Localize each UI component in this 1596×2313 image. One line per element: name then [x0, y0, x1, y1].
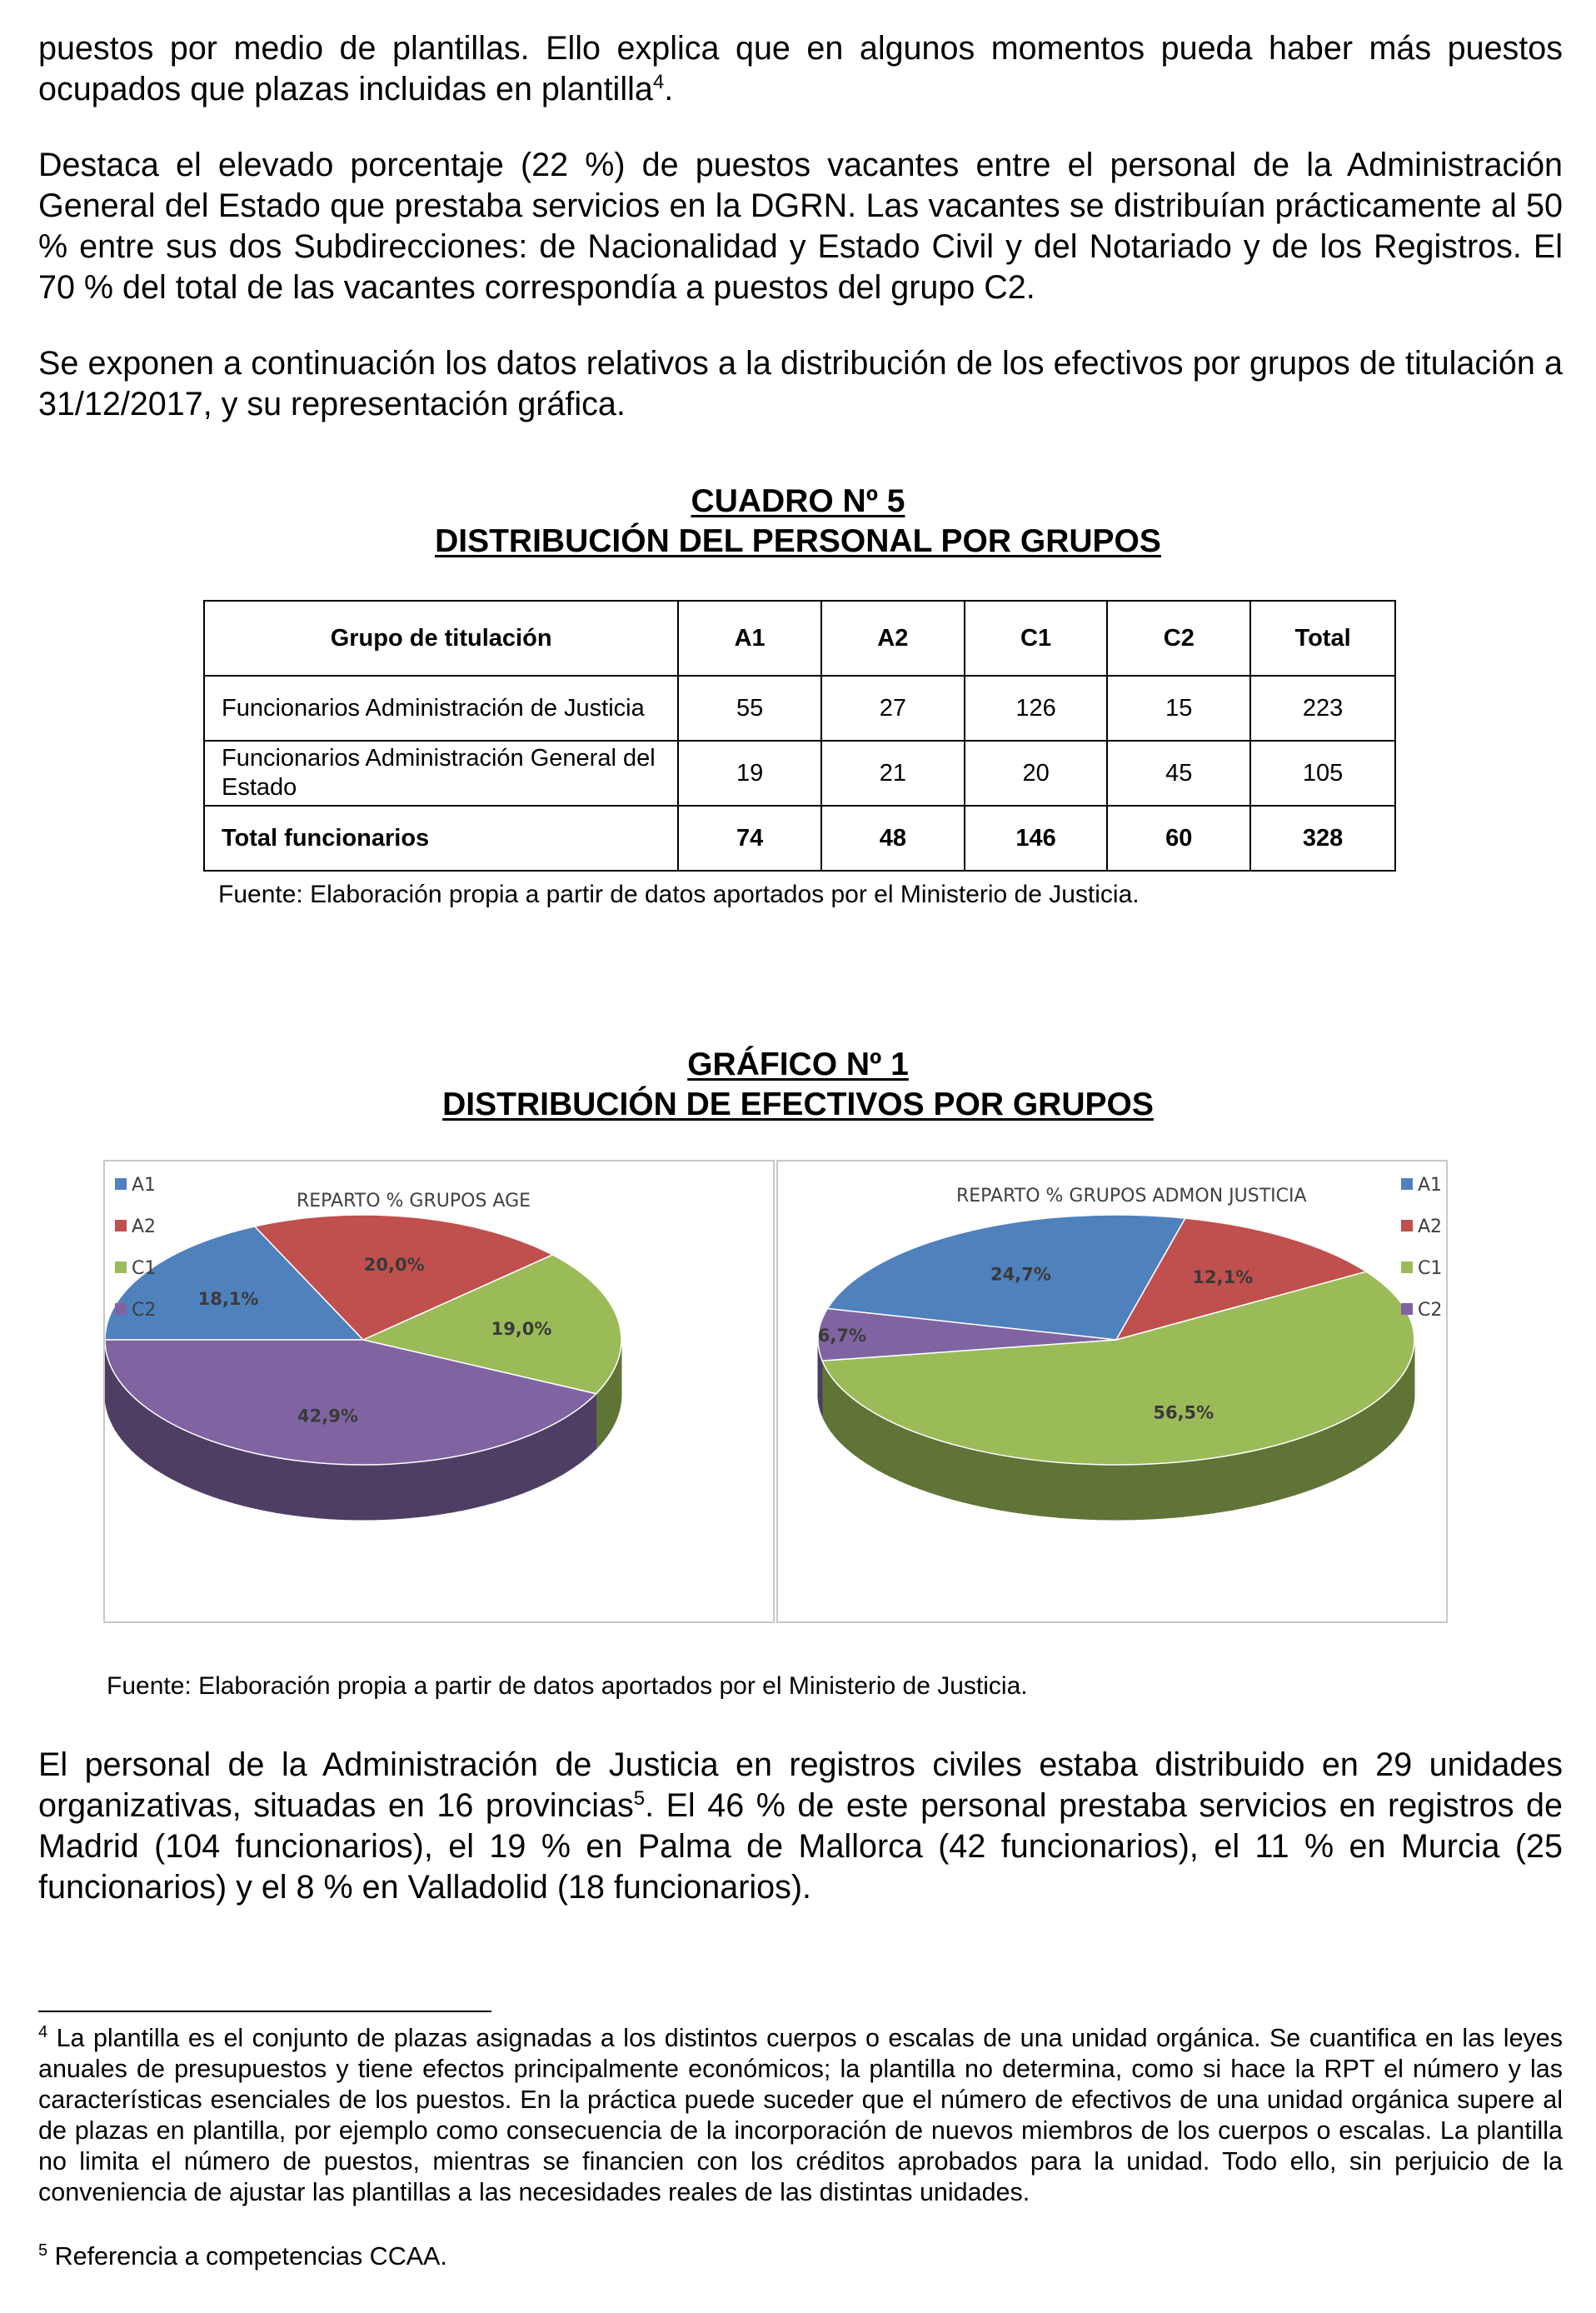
- pie-slice-side: [1028, 1459, 1039, 1516]
- pie-slice-side: [444, 1457, 453, 1514]
- pie-slice-side: [364, 1465, 374, 1520]
- pie-slice-side: [1304, 1434, 1313, 1492]
- pie-slice-side: [461, 1454, 470, 1511]
- pie-chart-age: [103, 1160, 775, 1623]
- pie-slice-side: [337, 1464, 347, 1519]
- pie-slice-side: [1131, 1464, 1143, 1519]
- pie-slice-side: [185, 1430, 192, 1488]
- pie-slice-side: [409, 1461, 419, 1517]
- table-cell: 45: [1107, 741, 1250, 806]
- paragraph-3: Se exponen a continuación los datos relativos a la distribución de los efectivos por grupos de titulación a 31/12/2017, y su representación gráfica.: [38, 345, 1563, 422]
- chart-source: Fuente: Elaboración propia a partir de datos aportados por el Ministerio de Justicia.: [107, 1672, 1028, 1700]
- pie-slice-side: [1152, 1463, 1164, 1519]
- pie-slice-side: [523, 1435, 531, 1493]
- pie-slice-side: [1120, 1465, 1132, 1520]
- pie-slice-side: [220, 1444, 228, 1501]
- pie-slice-side: [1162, 1462, 1174, 1518]
- pie-slice-side: [205, 1439, 213, 1496]
- pie-data-label: 12,1%: [1192, 1266, 1254, 1287]
- pie-slice-side: [243, 1451, 252, 1508]
- pie-slice-side: [276, 1457, 285, 1514]
- pie-slice-side: [1090, 1464, 1101, 1519]
- chart-title-line1: GRÁFICO Nº 1: [687, 1047, 909, 1082]
- pie-slice-side: [477, 1450, 486, 1507]
- pie-slice-side: [1251, 1449, 1261, 1506]
- pie-slice-side: [945, 1442, 954, 1500]
- pie-slice-side: [898, 1425, 906, 1483]
- table-title-line2: DISTRIBUCIÓN DEL PERSONAL POR GRUPOS: [435, 523, 1161, 559]
- row-label: Total funcionarios: [204, 806, 678, 871]
- pie-slice-side: [493, 1446, 501, 1503]
- legend-swatch: [115, 1178, 127, 1190]
- pie-data-label: 24,7%: [990, 1264, 1051, 1285]
- table-cell: 48: [821, 806, 965, 871]
- pie-slice-side: [1019, 1458, 1030, 1515]
- table-total-row: [204, 806, 1395, 871]
- legend-swatch: [115, 1303, 127, 1315]
- table-header: C1: [965, 601, 1108, 676]
- pie-slice-side: [980, 1451, 990, 1508]
- table-row: [204, 676, 1395, 741]
- footnote-ref-5[interactable]: 5: [633, 1786, 646, 1810]
- table-source: Fuente: Elaboración propia a partir de datos aportados por el Ministerio de Justicia.: [218, 881, 1140, 908]
- pie-slice-side: [1183, 1461, 1194, 1516]
- legend-label: A2: [1418, 1216, 1443, 1237]
- table-header-row: [204, 601, 1395, 676]
- pie-slice-side: [1260, 1447, 1270, 1505]
- pie-slice-side: [1334, 1421, 1341, 1480]
- pie-slice-side: [1100, 1465, 1111, 1520]
- pie-slice-side: [501, 1443, 509, 1501]
- pie-slice-side: [302, 1461, 312, 1517]
- row-label: Funcionarios Administración General del Estado: [204, 741, 678, 806]
- pie-slice-side: [878, 1415, 885, 1474]
- pie-slice-side: [347, 1465, 357, 1520]
- pie-slice-side: [1241, 1451, 1251, 1509]
- table-cell: 55: [678, 676, 821, 741]
- pie-slice-side: [426, 1460, 436, 1516]
- footnote-number: 4: [38, 2022, 48, 2041]
- chart-title: [0, 1045, 1596, 1125]
- legend-label: C2: [132, 1300, 157, 1321]
- pie-slice-side: [890, 1421, 898, 1480]
- table-title: [0, 482, 1596, 562]
- legend-swatch: [1401, 1261, 1413, 1273]
- table-cell: 126: [965, 676, 1108, 741]
- pie-slice-side: [251, 1452, 260, 1509]
- pie-slice-side: [1049, 1461, 1060, 1517]
- pie-slice-side: [469, 1451, 478, 1508]
- pie-slice-side: [999, 1455, 1010, 1511]
- pie-slice-side: [1193, 1459, 1204, 1516]
- pie-slice-side: [235, 1448, 243, 1506]
- paragraph-4: El personal de la Administración de Justicia en registros civiles estaba distribuido en 29 unidades organizativas, situadas en 16 provincias$^5$. El 46 % de este personal prestaba servicios en registros de Madrid (104 funcionarios), el 19 % en Palma de Mallorca (42 funcionarios), el 11 % en Murcia (25 funcionarios) y el 8 % en Valladolid (18 funcionarios).: [38, 1746, 1563, 1906]
- pie-slice-side: [178, 1427, 185, 1486]
- pie-chart-age-svg: [105, 1161, 776, 1625]
- footnote-ref-4[interactable]: 4: [652, 70, 665, 93]
- pie-slice-side: [1319, 1428, 1327, 1486]
- legend-label: A2: [132, 1216, 157, 1237]
- pie-slice-side: [1341, 1418, 1349, 1476]
- pie-slice-side: [1222, 1455, 1233, 1511]
- table-cell: 19: [678, 741, 821, 806]
- pie-title: REPARTO % GRUPOS AGE: [297, 1191, 531, 1211]
- pie-slice-side: [418, 1461, 428, 1516]
- pie-slice-side: [392, 1463, 401, 1519]
- pie-slice-side: [516, 1437, 523, 1495]
- pie-slice-side: [971, 1449, 981, 1506]
- table-header: Total: [1250, 601, 1395, 676]
- table-header: A1: [678, 601, 821, 676]
- table-cell: 328: [1250, 806, 1395, 871]
- pie-slice-side: [373, 1465, 383, 1520]
- pie-slice-side: [1295, 1436, 1304, 1495]
- pie-slice-side: [1069, 1463, 1080, 1519]
- pie-slice-side: [920, 1434, 929, 1492]
- pie-slice-side: [928, 1436, 937, 1495]
- paragraph-1: puestos por medio de plantillas. Ello explica que en algunos momentos pueda haber más puestos ocupados que plazas incluidas en plantilla$^4$.: [38, 30, 1563, 107]
- legend-swatch: [1401, 1220, 1413, 1231]
- table-cell: 105: [1250, 741, 1395, 806]
- pie-data-label: 19,0%: [491, 1319, 552, 1340]
- pie-slice-side: [1141, 1464, 1153, 1520]
- legend-label: A1: [1418, 1175, 1443, 1196]
- footnote-4: $^4$ La plantilla es el conjunto de plazas asignadas a los distintos cuerpos o escalas de una unidad orgánica. Se cuantifica en las leyes anuales de presupuestos y tiene efectos principalmente económicos; la plantilla no determina, como si hace la RPT el número y las características esenciales de los puestos. En la práctica puede suceder que el número de efectivos de una unidad orgánica supere al de plazas en plantilla, por ejemplo como consecuencia de la incorporación de nuevos miembros de los cuerpos o escalas. La plantilla no limita el número de puestos, mientras se financien con los créditos aprobados para la unidad. Todo ello, sin perjuicio de la conveniencia de ajustar las plantillas a las necesidades reales de las distintas unidades.: [38, 2022, 1563, 2206]
- table-row: [204, 741, 1395, 806]
- pie-slice-side: [452, 1456, 461, 1512]
- pie-slice-side: [962, 1446, 972, 1504]
- pie-slice-side: [319, 1463, 329, 1519]
- pie-data-label: 6,7%: [817, 1326, 867, 1346]
- pie-slice-side: [905, 1428, 913, 1486]
- legend-label: C2: [1418, 1300, 1443, 1321]
- pie-slice-side: [530, 1432, 537, 1491]
- pie-slice-side: [259, 1454, 268, 1511]
- pie-slice-side: [1213, 1456, 1224, 1513]
- chart-title-line2: DISTRIBUCIÓN DE EFECTIVOS POR GRUPOS: [442, 1087, 1154, 1122]
- legend-swatch: [115, 1220, 127, 1231]
- pie-slice-side: [508, 1441, 516, 1498]
- pie-slice-side: [884, 1418, 891, 1476]
- pie-title: REPARTO % GRUPOS ADMON JUSTICIA: [956, 1186, 1307, 1206]
- pie-slice-side: [267, 1456, 277, 1512]
- legend-swatch: [1401, 1303, 1413, 1315]
- pie-data-label: 20,0%: [363, 1254, 425, 1275]
- legend-swatch: [1401, 1178, 1413, 1190]
- pie-slice-side: [436, 1458, 445, 1515]
- pie-data-label: 18,1%: [197, 1288, 259, 1309]
- pie-slice-side: [936, 1440, 945, 1497]
- footnote-5: $^5$ Referencia a competencias CCAA.: [38, 2241, 447, 2271]
- pie-slice-side: [192, 1433, 199, 1491]
- row-label: Funcionarios Administración de Justicia: [204, 676, 678, 741]
- table-cell: 60: [1107, 806, 1250, 871]
- personnel-table: [203, 600, 1396, 872]
- pie-slice-side: [355, 1465, 365, 1520]
- pie-slice-side: [1172, 1461, 1183, 1517]
- table-header: C2: [1107, 601, 1250, 676]
- pie-slice-side: [1079, 1464, 1090, 1520]
- table-header: A2: [821, 601, 965, 676]
- pie-slice-side: [328, 1464, 338, 1520]
- pie-slice-side: [1287, 1440, 1296, 1497]
- pie-slice-side: [382, 1464, 392, 1520]
- table-cell: 27: [821, 676, 965, 741]
- legend-swatch: [115, 1261, 127, 1273]
- pie-slice-side: [1326, 1425, 1334, 1483]
- pie-slice-side: [311, 1462, 321, 1518]
- footnote-number: 5: [38, 2241, 48, 2260]
- pie-slice-side: [990, 1453, 1000, 1510]
- pie-slice-side: [400, 1463, 410, 1519]
- pie-slice-side: [1311, 1431, 1319, 1490]
- pie-slice-side: [284, 1459, 293, 1516]
- pie-data-label: 42,9%: [297, 1406, 358, 1426]
- pie-slice-side: [486, 1447, 494, 1505]
- pie-slice-side: [912, 1431, 920, 1489]
- table-cell: 20: [965, 741, 1108, 806]
- pie-slice-side: [1232, 1453, 1243, 1510]
- pie-slice-side: [293, 1460, 303, 1516]
- table-cell: 21: [821, 741, 965, 806]
- pie-slice-side: [1203, 1458, 1214, 1515]
- pie-slice-side: [1110, 1465, 1122, 1520]
- pie-slice-side: [1009, 1456, 1020, 1513]
- legend-label: C1: [1418, 1258, 1443, 1279]
- table-title-line1: CUADRO Nº 5: [691, 483, 905, 519]
- table-cell: 223: [1250, 676, 1395, 741]
- pie-slice-side: [1038, 1461, 1049, 1516]
- pie-data-label: 56,5%: [1153, 1402, 1214, 1423]
- pie-slice-side: [198, 1436, 206, 1494]
- footnote-separator: [38, 2011, 491, 2012]
- pie-chart-justicia: [776, 1160, 1448, 1623]
- pie-slice-side: [227, 1446, 236, 1504]
- legend-label: A1: [132, 1175, 157, 1196]
- pie-slice-side: [1059, 1462, 1070, 1518]
- pie-slice-side: [212, 1441, 221, 1499]
- table-cell: 74: [678, 806, 821, 871]
- table-cell: 15: [1107, 676, 1250, 741]
- table-cell: 146: [965, 806, 1108, 871]
- paragraph-2: Destaca el elevado porcentaje (22 %) de puestos vacantes entre el personal de la Administración General del Estado que prestaba servicios en la DGRN. Las vacantes se distribuían prácticamente al 50 % entre sus dos Subdirecciones: de Nacionalidad y Estado Civil y del Notariado y de los Registros. El 70 % del total de las vacantes correspondía a puestos del grupo C2.: [38, 147, 1563, 306]
- pie-slice-side: [1278, 1442, 1287, 1500]
- pie-chart-justicia-svg: [778, 1161, 1449, 1625]
- legend-label: C1: [132, 1258, 157, 1279]
- pie-slice-side: [1269, 1445, 1279, 1502]
- pie-slice-side: [953, 1445, 963, 1502]
- table-header: Grupo de titulación: [204, 601, 678, 676]
